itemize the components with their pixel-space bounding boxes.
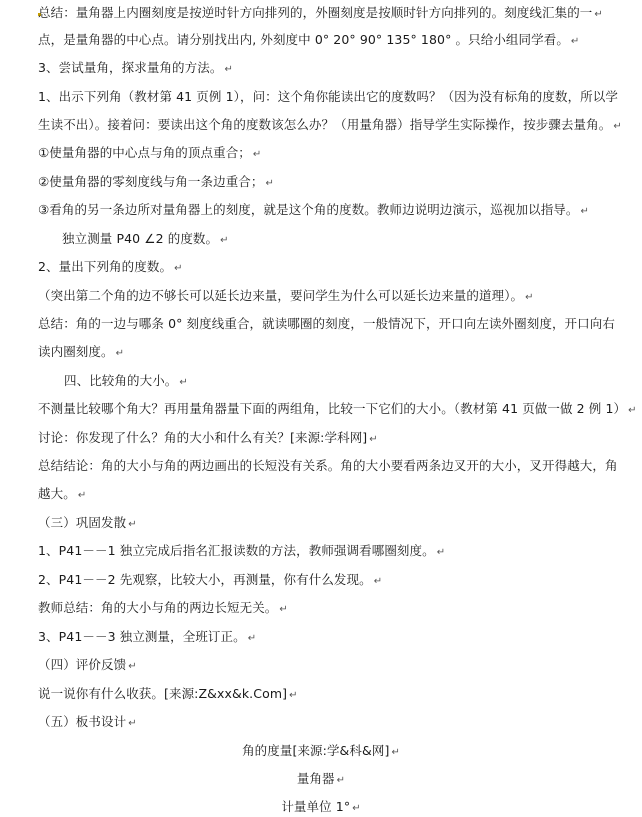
paragraph-mark-icon: ↵: [115, 348, 125, 359]
paragraph-mark-icon: ↵: [525, 292, 534, 303]
line-text: ①使量角器的中心点与角的顶点重合；: [38, 145, 251, 160]
text-line: [38, 430, 634, 448]
line-text: 越大。: [38, 486, 76, 501]
section-heading: [38, 515, 634, 533]
section-heading: [38, 657, 634, 675]
line-text: 四、比较角的大小。: [64, 373, 178, 388]
line-text: 不测量比较哪个角大？再用量角器量下面的两组角，比较一下它们的大小。（教材第 41 页做一做 2 例 1）: [38, 401, 627, 416]
line-text: 2、P41－－2 先观察，比较大小，再测量，你有什么发现。: [38, 572, 372, 587]
paragraph-mark-icon: ↵: [224, 64, 233, 75]
line-text: ②使量角器的零刻度线与角一条边重合；: [38, 174, 264, 189]
text-line: [62, 231, 642, 249]
paragraph-mark-icon: ↵: [179, 377, 188, 388]
paragraph-mark-icon: ↵: [594, 9, 603, 20]
text-line: [38, 486, 634, 504]
text-line: [38, 60, 634, 78]
text-line: [38, 600, 634, 618]
line-text: ③看角的另一条边所对量角器上的刻度，就是这个角的度数。教师边说明边演示，巡视加以指导。: [38, 202, 579, 217]
paragraph-mark-icon: ↵: [613, 121, 622, 132]
text-line: [38, 316, 634, 332]
line-text: 读内圈刻度。: [38, 344, 114, 359]
line-text: 2、量出下列角的度数。: [38, 259, 173, 274]
paragraph-mark-icon: ↵: [174, 263, 183, 274]
line-text: 说一说你有什么收获。[来源:Z&xx&k.Com]: [38, 686, 288, 701]
paragraph-mark-icon: ↵: [628, 405, 637, 416]
text-line: [38, 572, 634, 590]
text-line: [38, 5, 634, 23]
board-line: [0, 799, 642, 817]
line-text: 3、尝试量角，探求量角的方法。: [38, 60, 223, 75]
line-text: 量角器: [296, 771, 335, 786]
line-text: 1、出示下列角（教材第 41 页例 1），问：这个角你能读出它的度数吗？（因为没有标角的度数，所以学: [38, 89, 618, 104]
line-text: （三）巩固发散: [38, 515, 127, 530]
paragraph-mark-icon: ↵: [252, 149, 262, 160]
line-text: 总结：角的一边与哪条 0° 刻度线重合，就读哪圈的刻度，一般情况下，开口向左读外圈刻度，开口向右: [38, 316, 615, 331]
text-line: [38, 543, 634, 561]
line-text: 角的度量[来源:学&科&网]: [242, 743, 390, 758]
text-line: [38, 32, 634, 50]
paragraph-mark-icon: ↵: [336, 775, 346, 786]
paragraph-mark-icon: ↵: [369, 434, 378, 445]
text-line: [38, 174, 634, 192]
paragraph-mark-icon: ↵: [352, 803, 361, 814]
text-line: [38, 145, 634, 163]
paragraph-mark-icon: ↵: [128, 718, 137, 729]
line-text: 教师总结：角的大小与角的两边长短无关。: [38, 600, 278, 615]
line-text: 总结结论：角的大小与角的两边画出的长短没有关系。角的大小要看两条边叉开的大小，叉开得越大，角: [38, 458, 618, 473]
line-text: 生读不出）。接着问：要读出这个角的度数该怎么办？（用量角器）指导学生实际操作，按步骤去量角。: [38, 117, 612, 132]
text-line: [38, 686, 634, 704]
paragraph-mark-icon: ↵: [128, 661, 137, 672]
text-line: [38, 288, 634, 306]
section-heading: [38, 714, 634, 732]
text-line: [38, 344, 634, 362]
text-line: [38, 401, 637, 419]
text-line: [38, 259, 634, 277]
paragraph-mark-icon: ↵: [247, 633, 257, 644]
line-text: （突出第二个角的边不够长可以延长边来量，要问学生为什么可以延长边来量的道理）。: [38, 288, 524, 303]
line-text: 1、P41－－1 独立完成后指名汇报读数的方法，教师强调看哪圈刻度。: [38, 543, 435, 558]
paragraph-mark-icon: ↵: [289, 690, 298, 701]
paragraph-mark-icon: ↵: [570, 36, 580, 47]
paragraph-mark-icon: ↵: [77, 490, 87, 501]
paragraph-mark-icon: ↵: [220, 235, 229, 246]
line-text: 总结：量角器上内圈刻度是按逆时针方向排列的，外圈刻度是按顺时针方向排列的。刻度线汇集的一: [38, 5, 593, 20]
section-heading: [64, 373, 642, 391]
line-text: 计量单位 1°: [281, 799, 351, 814]
line-text: （五）板书设计: [38, 714, 127, 729]
text-line: [38, 89, 634, 105]
paragraph-mark-icon: ↵: [580, 206, 589, 217]
text-line: [38, 202, 634, 220]
paragraph-mark-icon: ↵: [279, 604, 288, 615]
line-text: 独立测量 P40 ∠2 的度数。: [62, 231, 219, 246]
paragraph-mark-icon: ↵: [436, 547, 446, 558]
line-text: （四）评价反馈: [38, 657, 127, 672]
board-title: [0, 743, 642, 761]
text-line: [38, 629, 634, 647]
board-line: [0, 771, 642, 789]
paragraph-mark-icon: ↵: [373, 576, 383, 587]
paragraph-mark-icon: ↵: [391, 747, 400, 758]
line-text: 点，是量角器的中心点。请分别找出内, 外刻度中 0° 20° 90° 135° 180° 。只给小组同学看。: [38, 32, 569, 47]
paragraph-mark-icon: ↵: [128, 519, 137, 530]
text-line: [38, 458, 634, 474]
line-text: 3、P41－－3 独立测量，全班订正。: [38, 629, 246, 644]
text-line: [38, 117, 634, 135]
paragraph-mark-icon: ↵: [265, 178, 274, 189]
line-text: 讨论：你发现了什么？角的大小和什么有关？[来源:学科网]: [38, 430, 368, 445]
